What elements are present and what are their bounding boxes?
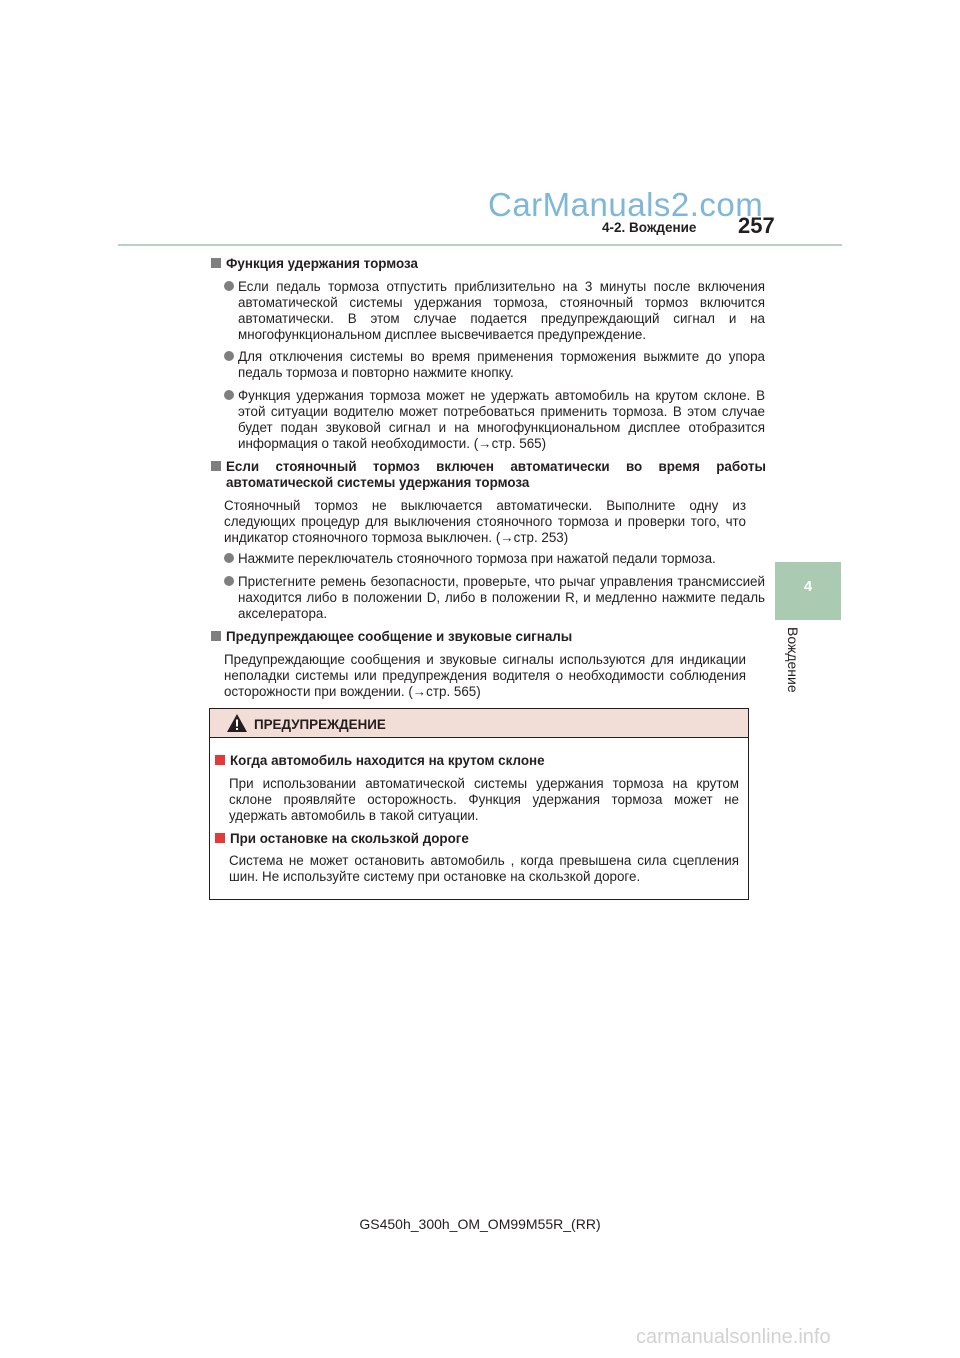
- section-heading-text: Функция удержания тормоза: [226, 256, 418, 271]
- circle-bullet-icon: [224, 351, 234, 361]
- circle-bullet-icon: [224, 576, 234, 586]
- circle-bullet-icon: [224, 281, 234, 291]
- list-item-text: Нажмите переключатель стояночного тормоза при нажатой педали тормоза.: [238, 551, 716, 566]
- warning-triangle-icon: [226, 713, 248, 738]
- list-item-text: Если педаль тормоза отпустить приблизительно на 3 минуты после включения автоматической системы удержания тормоза, стояночный тормоз включится автоматически. В этом случае подается предупреждающий сигнал и на многофункциональном дисплее высвечивается предупреждение.: [238, 279, 765, 342]
- list-item-text: Пристегните ремень безопасности, проверьте, что рычаг управления трансмиссией находится либо в положении D, либо в положении R, и медленно нажмите педаль акселератора.: [238, 574, 765, 621]
- list-item: [224, 574, 765, 622]
- section-heading-text: Предупреждающее сообщение и звуковые сигналы: [226, 629, 573, 644]
- list-item-text: Для отключения системы во время применения торможения выжмите до упора педаль тормоза и повторно нажмите кнопку.: [238, 349, 765, 380]
- square-bullet-icon: [215, 755, 225, 765]
- section-heading: [211, 459, 766, 491]
- square-bullet-icon: [215, 833, 225, 843]
- warning-item-heading-text: При остановке на скользкой дороге: [230, 831, 469, 846]
- chapter-tab-label: Вождение: [785, 627, 801, 693]
- warning-item-heading: [215, 831, 760, 847]
- warning-title: ПРЕДУПРЕЖДЕНИЕ: [254, 717, 386, 732]
- circle-bullet-icon: [224, 390, 234, 400]
- paragraph: Стояночный тормоз не выключается автоматически. Выполните одну из следующих процедур для выключения стояночного тормоза и проверки того, что индикатор стояночного тормоза выключен. (→стр. 253): [224, 498, 746, 545]
- watermark-logo: CarManuals2.com: [488, 186, 764, 223]
- paragraph: Предупреждающие сообщения и звуковые сигналы используются для индикации неполадки системы или предупреждения водителя о необходимости соблюдения осторожности при вождении. (→стр. 565): [224, 652, 746, 699]
- header-divider: [118, 244, 842, 246]
- circle-bullet-icon: [224, 553, 234, 563]
- section-title: 4-2. Вождение: [602, 220, 697, 235]
- square-bullet-icon: [211, 258, 221, 268]
- warning-item-text: Система не может остановить автомобиль , когда превышена сила сцепления шин. Не используйте систему при остановке на скользкой дороге.: [229, 853, 739, 884]
- list-item-text: Функция удержания тормоза может не удержать автомобиль на крутом склоне. В этой ситуации водителю может потребоваться применить тормоза. В этом случае будет подан звуковой сигнал и на многофункциональном дисплее отобразится информация о такой необходимости. (→стр. 565): [238, 388, 765, 451]
- list-item: [224, 388, 765, 452]
- list-item: [224, 279, 765, 343]
- page-number: 257: [738, 213, 775, 238]
- section-heading-text: Если стояночный тормоз включен автоматически во время работы автоматической системы удержания тормоза: [226, 459, 766, 490]
- chapter-tab-number: 4: [803, 578, 813, 595]
- warning-item-heading: [215, 753, 760, 769]
- square-bullet-icon: [211, 631, 221, 641]
- warning-item-text: При использовании автоматической системы удержания тормоза на крутом склоне проявляйте осторожность. Функция удержания тормоза может не удержать автомобиль в такой ситуации.: [229, 776, 739, 823]
- list-item: [224, 349, 765, 381]
- footer-watermark: carmanualsonline.info: [636, 1326, 831, 1348]
- document-code: GS450h_300h_OM_OM99M55R_(RR): [359, 1216, 601, 1232]
- warning-item-heading-text: Когда автомобиль находится на крутом склоне: [230, 753, 545, 768]
- square-bullet-icon: [211, 461, 221, 471]
- section-heading: [211, 629, 766, 645]
- section-heading: [211, 256, 766, 272]
- list-item: [224, 551, 765, 567]
